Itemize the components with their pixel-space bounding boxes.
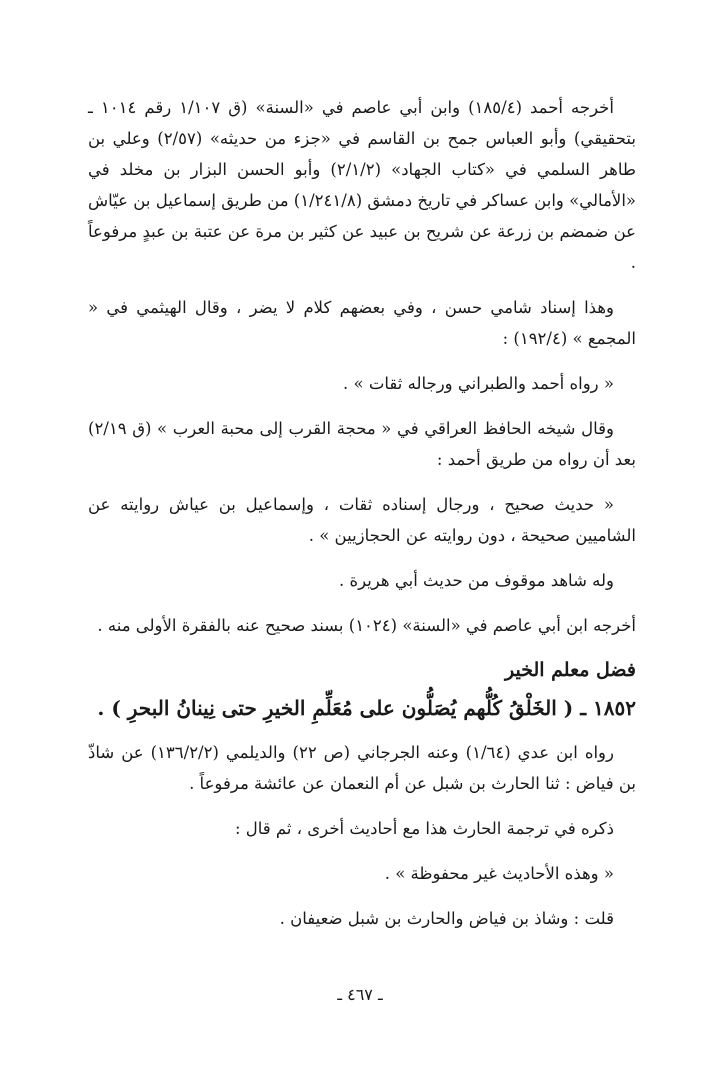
quote-haythami: « رواه أحمد والطبراني ورجاله ثقات » .	[343, 374, 614, 393]
page-number: ـ ٤٦٧ ـ	[337, 985, 383, 1004]
paragraph-ibn-abi-asim: أخرجه ابن أبي عاصم في «السنة» (١٠٢٤) بسند صحيح عنه بالفقرة الأولى منه .	[97, 616, 636, 635]
paragraph-riwayah: رواه ابن عدي (١/٦٤) وعنه الجرجاني (ص ٢٢) والديلمي (١٣٦/٢/٢) عن شاذّ بن فياض : ثنا الحارث بن شبل عن أم النعمان عن عائشة مرفوعاً .	[88, 743, 636, 793]
hadith-text: ١٨٥٢ ـ ( الخَلْقُ كُلُّهم يُصَلُّون على مُعَلِّمِ الخيرِ حتى نِينانُ البحرِ ) .	[97, 696, 636, 720]
paragraph-dhikr: ذكره في ترجمة الحارث هذا مع أحاديث أخرى ، ثم قال :	[234, 819, 614, 838]
book-page	[88, 92, 636, 948]
paragraph-isnad-assessment: وهذا إسناد شامي حسن ، وفي بعضهم كلام لا يضر ، وقال الهيثمي في « المجمع » (١٩٢/٤) :	[88, 298, 636, 348]
quote-ghayr-mahfuzah: « وهذه الأحاديث غير محفوظة » .	[384, 864, 614, 883]
paragraph-shahid: وله شاهد موقوف من حديث أبي هريرة .	[338, 571, 614, 590]
paragraph-conclusion: قلت : وشاذ بن فياض والحارث بن شبل ضعيفان .	[279, 909, 614, 928]
section-heading: فضل معلم الخير	[504, 659, 636, 681]
paragraph-iraqi: وقال شيخه الحافظ العراقي في « محجة القرب إلى محبة العرب » (ق ٢/١٩) بعد أن رواه من طريق أحمد :	[88, 419, 636, 469]
paragraph-takhrij: أخرجه أحمد (١٨٥/٤) وابن أبي عاصم في «السنة» (ق ١/١٠٧ رقم ١٠١٤ ـ بتحقيقي) وأبو العباس جمح بن القاسم في «جزء من حديثه» (٢/٥٧) وعلي بن طاهر السلمي في «كتاب الجهاد» (٢/١/٢) وأبو الحسن البزار بن مخلد في «الأمالي» وابن عساكر في تاريخ دمشق (١/٢٤١/٨) من طريق إسماعيل بن عيّاش عن ضمضم بن زرعة عن شريح بن عبيد عن كثير بن مرة عن عتبة بن عبدٍ مرفوعاً .	[88, 98, 636, 272]
quote-iraqi: « حديث صحيح ، ورجال إسناده ثقات ، وإسماعيل بن عياش روايته عن الشاميين صحيحة ، دون روايته عن الحجازيين » .	[88, 495, 636, 545]
